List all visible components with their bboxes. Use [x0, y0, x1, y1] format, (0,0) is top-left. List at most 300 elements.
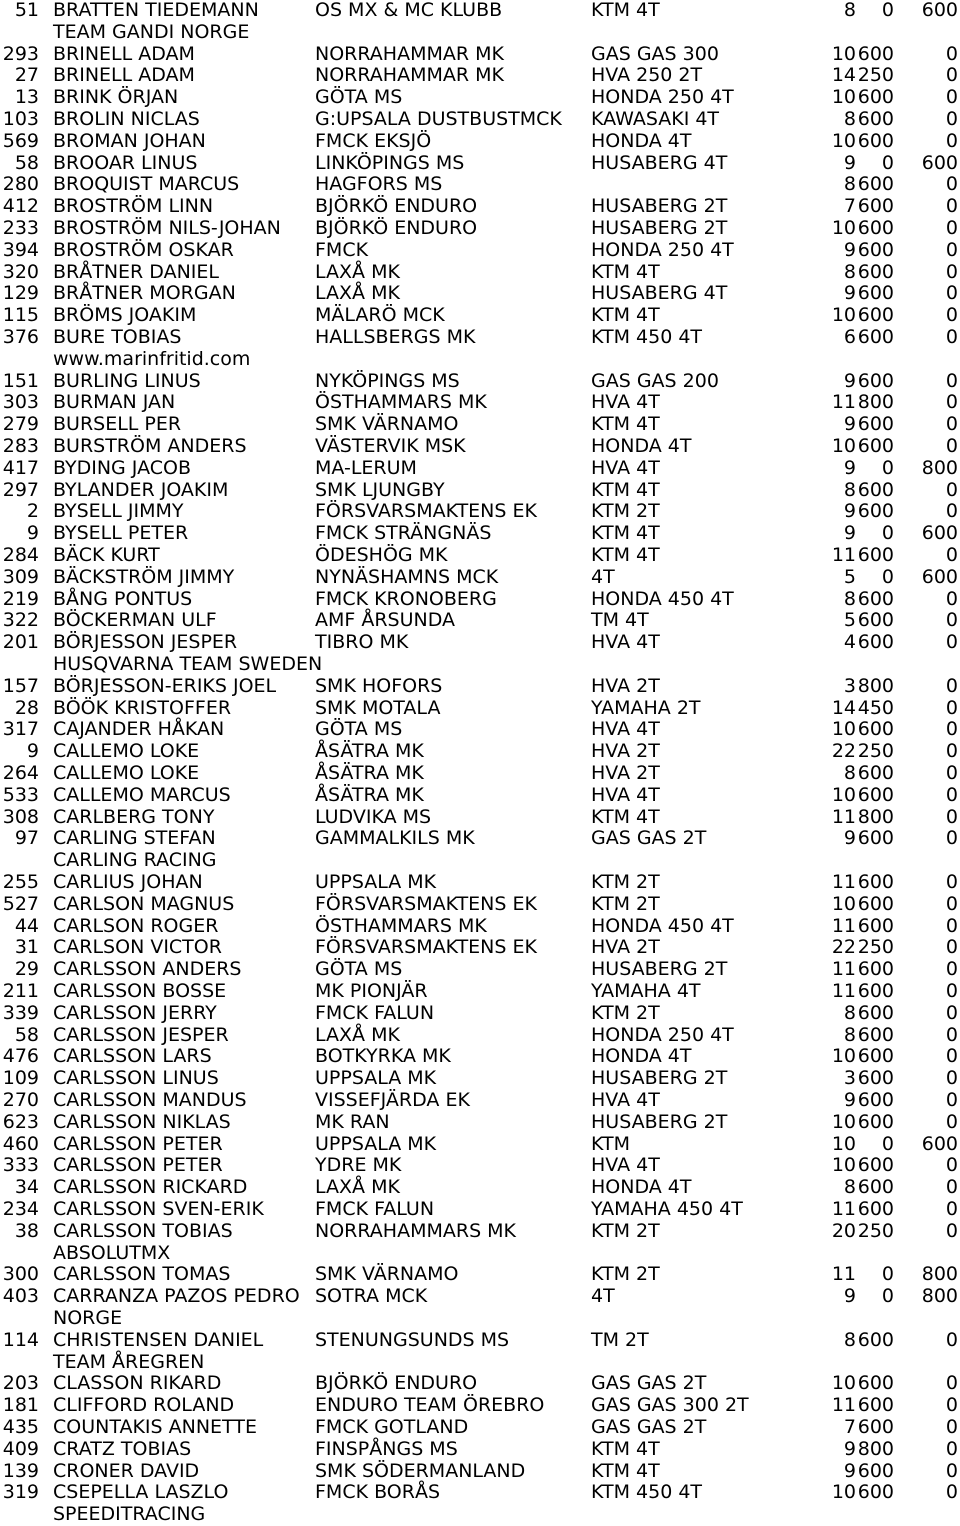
value-b: 600: [857, 1176, 894, 1199]
value-b: 0: [881, 456, 894, 479]
start-number: 476: [2, 1045, 39, 1068]
value-b: 600: [857, 587, 894, 610]
value-a: 6: [843, 326, 856, 348]
value-a: 10: [831, 1372, 856, 1395]
rider-name: CARLSSON PETER: [53, 1154, 223, 1177]
rider-name: BURMAN JAN: [53, 391, 176, 414]
value-b: 600: [857, 762, 894, 784]
value-c: 0: [945, 936, 958, 959]
value-a: 9: [843, 456, 856, 479]
club-name: FMCK FALUN: [315, 1198, 435, 1220]
value-b: 600: [857, 1372, 894, 1395]
value-b: 600: [857, 1328, 894, 1351]
value-a: 8: [843, 1328, 856, 1351]
value-b: 600: [857, 871, 894, 893]
start-number: 13: [14, 86, 39, 109]
club-name: LINKÖPINGS MS: [315, 151, 465, 174]
entry-row: [0, 589, 960, 611]
start-number: 157: [2, 674, 39, 697]
start-number: 280: [2, 173, 39, 196]
value-a: 20: [831, 1219, 856, 1242]
bike-model: KTM 4T: [591, 260, 660, 283]
start-number: 103: [2, 108, 39, 130]
value-b: 0: [881, 151, 894, 174]
club-name: NYKÖPINGS MS: [315, 369, 460, 392]
entry-row: [0, 392, 960, 414]
club-name: SMK VÄRNAMO: [315, 1263, 459, 1286]
rider-name: CARLIUS JOHAN: [53, 871, 203, 893]
value-b: 600: [857, 914, 894, 937]
bike-model: HUSABERG 2T: [591, 1067, 728, 1090]
value-c: 0: [945, 1067, 958, 1090]
bike-model: KTM 4T: [591, 805, 660, 828]
start-number: 38: [14, 1219, 39, 1242]
entry-row: [0, 87, 960, 109]
value-b: 600: [857, 217, 894, 239]
rider-name: CARLSSON LARS: [53, 1045, 212, 1068]
club-name: BOTKYRKA MK: [315, 1045, 451, 1068]
value-a: 8: [843, 108, 856, 130]
entry-row: [0, 523, 960, 545]
entry-row: [0, 1046, 960, 1068]
value-b: 250: [857, 1219, 894, 1242]
value-a: 14: [831, 64, 856, 87]
value-a: 14: [831, 696, 856, 719]
value-a: 10: [831, 1481, 856, 1504]
start-number: 9: [26, 522, 39, 545]
entry-row: [0, 371, 960, 393]
start-number: 233: [2, 217, 39, 239]
start-number: 139: [2, 1459, 39, 1482]
bike-model: TM 4T: [591, 609, 649, 632]
value-c: 0: [945, 1459, 958, 1482]
value-b: 600: [857, 1045, 894, 1068]
club-name: ÅSÄTRA MK: [315, 783, 424, 806]
value-c: 0: [945, 1089, 958, 1111]
bike-model: KTM 4T: [591, 304, 660, 327]
value-c: 0: [945, 108, 958, 130]
start-number: 376: [2, 326, 39, 348]
entry-row: [0, 1439, 960, 1461]
start-number: 317: [2, 718, 39, 741]
value-a: 11: [831, 980, 856, 1002]
value-c: 0: [945, 1437, 958, 1460]
entry-row: [0, 676, 960, 698]
entry-row: [0, 218, 960, 240]
value-b: 600: [857, 1001, 894, 1024]
bike-model: HVA 4T: [591, 1089, 660, 1111]
bike-model: HONDA 450 4T: [591, 914, 734, 937]
value-a: 11: [831, 391, 856, 414]
start-number: 339: [2, 1001, 39, 1024]
bike-model: HUSABERG 2T: [591, 958, 728, 981]
value-a: 8: [843, 1001, 856, 1024]
entry-row: [0, 785, 960, 807]
club-name: FMCK EKSJÖ: [315, 129, 432, 152]
value-a: 10: [831, 129, 856, 152]
start-number: 34: [14, 1176, 39, 1199]
bike-model: HVA 2T: [591, 740, 660, 763]
club-name: BJÖRKÖ ENDURO: [315, 195, 478, 218]
start-number: 283: [2, 435, 39, 457]
club-name: GAMMALKILS MK: [315, 827, 475, 850]
value-c: 0: [945, 260, 958, 283]
bike-model: HVA 4T: [591, 718, 660, 741]
value-a: 8: [843, 478, 856, 501]
club-name: MK RAN: [315, 1110, 390, 1133]
continuation-text: SPEEDITRACING: [53, 1503, 206, 1526]
value-a: 11: [831, 1263, 856, 1286]
club-name: NORRAHAMMARS MK: [315, 1219, 517, 1242]
start-number: 219: [2, 587, 39, 610]
value-b: 600: [857, 1154, 894, 1177]
continuation-text: TEAM GANDI NORGE: [53, 20, 250, 43]
bike-model: HONDA 4T: [591, 435, 692, 457]
value-c: 0: [945, 238, 958, 261]
entry-row: [0, 1373, 960, 1395]
bike-model: HUSABERG 2T: [591, 195, 728, 218]
bike-model: GAS GAS 2T: [591, 1372, 707, 1395]
value-b: 600: [857, 1481, 894, 1504]
value-c: 0: [945, 391, 958, 414]
value-b: 600: [857, 1089, 894, 1111]
start-number: 9: [26, 740, 39, 763]
entry-row: [0, 44, 960, 66]
entry-row: [0, 1134, 960, 1156]
bike-model: HUSABERG 2T: [591, 217, 728, 239]
rider-name: BRÅTNER MORGAN: [53, 282, 236, 305]
value-c: 0: [945, 1110, 958, 1133]
club-name: NORRAHAMMAR MK: [315, 64, 504, 87]
rider-name: CARLSON VICTOR: [53, 936, 222, 959]
start-number: 300: [2, 1263, 39, 1286]
start-number: 309: [2, 565, 39, 588]
value-b: 600: [857, 958, 894, 981]
value-c: 0: [945, 369, 958, 392]
value-a: 8: [843, 1023, 856, 1046]
value-b: 600: [857, 129, 894, 152]
value-c: 0: [945, 1372, 958, 1395]
entry-row: [0, 327, 960, 349]
value-c: 0: [945, 86, 958, 109]
start-number: 211: [2, 980, 39, 1002]
start-number: 44: [14, 914, 39, 937]
value-c: 600: [921, 565, 958, 588]
start-number: 417: [2, 456, 39, 479]
bike-model: KTM 2T: [591, 500, 660, 523]
value-b: 800: [857, 805, 894, 828]
bike-model: GAS GAS 2T: [591, 1416, 707, 1438]
start-number: 270: [2, 1089, 39, 1111]
entry-row: [0, 174, 960, 196]
value-b: 600: [857, 500, 894, 523]
value-c: 600: [921, 1132, 958, 1155]
value-a: 10: [831, 1110, 856, 1133]
rider-name: BURSELL PER: [53, 413, 182, 436]
value-c: 0: [945, 805, 958, 828]
value-b: 600: [857, 435, 894, 457]
value-c: 0: [945, 1481, 958, 1504]
entry-row: [0, 894, 960, 916]
rider-name: BÖCKERMAN ULF: [53, 609, 217, 632]
club-name: SMK MOTALA: [315, 696, 441, 719]
rider-name: CARLSSON PETER: [53, 1132, 223, 1155]
bike-model: KTM 4T: [591, 1437, 660, 1460]
rider-name: BRINELL ADAM: [53, 64, 195, 87]
value-c: 0: [945, 674, 958, 697]
rider-name: CALLEMO LOKE: [53, 740, 200, 763]
value-c: 0: [945, 740, 958, 763]
continuation-line: [0, 850, 960, 872]
bike-model: KTM 2T: [591, 1219, 660, 1242]
value-c: 0: [945, 980, 958, 1002]
club-name: FÖRSVARSMAKTENS EK: [315, 500, 537, 523]
rider-name: CAJANDER HÅKAN: [53, 718, 225, 741]
value-a: 9: [843, 413, 856, 436]
entry-row: [0, 480, 960, 502]
rider-name: CARLSSON TOBIAS: [53, 1219, 233, 1242]
value-a: 7: [843, 195, 856, 218]
bike-model: YAMAHA 450 4T: [591, 1198, 743, 1220]
continuation-text: CARLING RACING: [53, 849, 217, 872]
entry-row: [0, 1003, 960, 1025]
start-number: 623: [2, 1110, 39, 1133]
continuation-line: [0, 1352, 960, 1374]
bike-model: HVA 4T: [591, 783, 660, 806]
entry-row: [0, 719, 960, 741]
bike-model: KTM 4T: [591, 522, 660, 545]
club-name: ÖSTHAMMARS MK: [315, 914, 487, 937]
value-a: 9: [843, 151, 856, 174]
bike-model: GAS GAS 200: [591, 369, 719, 392]
value-c: 800: [921, 1263, 958, 1286]
value-a: 10: [831, 435, 856, 457]
value-c: 600: [921, 151, 958, 174]
club-name: ENDURO TEAM ÖREBRO: [315, 1394, 545, 1417]
club-name: MA-LERUM: [315, 456, 417, 479]
rider-name: CARLSSON JESPER: [53, 1023, 229, 1046]
value-a: 9: [843, 282, 856, 305]
value-c: 0: [945, 696, 958, 719]
bike-model: HVA 2T: [591, 762, 660, 784]
value-a: 10: [831, 718, 856, 741]
continuation-text: www.marinfritid.com: [53, 347, 251, 370]
rider-name: CARLSSON RICKARD: [53, 1176, 248, 1199]
value-b: 600: [857, 369, 894, 392]
entry-row: [0, 1090, 960, 1112]
club-name: LAXÅ MK: [315, 1023, 400, 1046]
rider-name: CARLSSON NIKLAS: [53, 1110, 231, 1133]
entry-row: [0, 436, 960, 458]
bike-model: HUSABERG 4T: [591, 151, 728, 174]
start-number: 29: [14, 958, 39, 981]
rider-name: BRINELL ADAM: [53, 42, 195, 65]
rider-name: BÖRJESSON JESPER: [53, 631, 238, 654]
value-c: 0: [945, 544, 958, 566]
bike-model: HONDA 250 4T: [591, 86, 734, 109]
value-b: 0: [881, 522, 894, 545]
value-b: 800: [857, 674, 894, 697]
value-a: 3: [843, 674, 856, 697]
value-a: 22: [831, 740, 856, 763]
club-name: TIBRO MK: [315, 631, 409, 654]
bike-model: HVA 2T: [591, 674, 660, 697]
bike-model: GAS GAS 2T: [591, 827, 707, 850]
entry-row: [0, 153, 960, 175]
rider-name: CARLSSON MANDUS: [53, 1089, 247, 1111]
value-a: 8: [843, 1176, 856, 1199]
value-a: 10: [831, 1132, 856, 1155]
value-c: 0: [945, 718, 958, 741]
bike-model: KAWASAKI 4T: [591, 108, 720, 130]
value-a: 11: [831, 805, 856, 828]
rider-name: BROSTRÖM OSKAR: [53, 238, 234, 261]
entry-row: [0, 698, 960, 720]
value-a: 8: [843, 260, 856, 283]
bike-model: HVA 4T: [591, 391, 660, 414]
value-b: 600: [857, 980, 894, 1002]
rider-name: CARLSSON BOSSE: [53, 980, 227, 1002]
club-name: FINSPÅNGS MS: [315, 1437, 458, 1460]
club-name: LAXÅ MK: [315, 260, 400, 283]
entry-row: [0, 305, 960, 327]
club-name: FMCK: [315, 238, 369, 261]
club-name: GÖTA MS: [315, 718, 403, 741]
rider-name: BYSELL PETER: [53, 522, 189, 545]
continuation-text: HUSQVARNA TEAM SWEDEN: [53, 653, 323, 675]
continuation-line: [0, 654, 960, 676]
value-b: 600: [857, 478, 894, 501]
start-number: 412: [2, 195, 39, 218]
value-c: 0: [945, 609, 958, 632]
rider-name: CARLSSON SVEN-ERIK: [53, 1198, 264, 1220]
value-a: 9: [843, 522, 856, 545]
entry-row: [0, 1264, 960, 1286]
start-number: 109: [2, 1067, 39, 1090]
value-c: 0: [945, 478, 958, 501]
bike-model: KTM 450 4T: [591, 1481, 703, 1504]
bike-model: KTM 450 4T: [591, 326, 703, 348]
continuation-text: NORGE: [53, 1307, 123, 1329]
club-name: OS MX & MC KLUBB: [315, 0, 503, 21]
bike-model: KTM 2T: [591, 1001, 660, 1024]
value-c: 800: [921, 1285, 958, 1308]
value-c: 0: [945, 1176, 958, 1199]
rider-name: BÄCK KURT: [53, 544, 160, 566]
start-number: 569: [2, 129, 39, 152]
rider-name: CARLSSON TOMAS: [53, 1263, 231, 1286]
continuation-line: [0, 1308, 960, 1330]
entry-row: [0, 458, 960, 480]
start-number: 51: [14, 0, 39, 21]
value-b: 600: [857, 86, 894, 109]
bike-model: KTM 2T: [591, 892, 660, 915]
bike-model: GAS GAS 300 2T: [591, 1394, 749, 1417]
start-number: 333: [2, 1154, 39, 1177]
value-c: 0: [945, 1045, 958, 1068]
entry-row: [0, 1482, 960, 1504]
bike-model: KTM 4T: [591, 1459, 660, 1482]
start-number: 115: [2, 304, 39, 327]
start-number: 31: [14, 936, 39, 959]
club-name: LAXÅ MK: [315, 1176, 400, 1199]
value-b: 600: [857, 304, 894, 327]
rider-name: BÅNG PONTUS: [53, 587, 193, 610]
value-a: 10: [831, 86, 856, 109]
value-c: 0: [945, 413, 958, 436]
entry-row: [0, 1025, 960, 1047]
start-number: 394: [2, 238, 39, 261]
value-b: 250: [857, 740, 894, 763]
value-a: 5: [843, 609, 856, 632]
club-name: ÅSÄTRA MK: [315, 740, 424, 763]
rider-name: CARLSON ROGER: [53, 914, 219, 937]
value-a: 11: [831, 1394, 856, 1417]
rider-name: BROLIN NICLAS: [53, 108, 200, 130]
entry-row: [0, 567, 960, 589]
start-number: 435: [2, 1416, 39, 1438]
value-a: 10: [831, 1045, 856, 1068]
value-b: 600: [857, 783, 894, 806]
value-a: 11: [831, 1198, 856, 1220]
entry-row: [0, 741, 960, 763]
club-name: LAXÅ MK: [315, 282, 400, 305]
value-a: 11: [831, 544, 856, 566]
club-name: FÖRSVARSMAKTENS EK: [315, 936, 537, 959]
value-c: 0: [945, 282, 958, 305]
rider-name: CALLEMO LOKE: [53, 762, 200, 784]
rider-name: CALLEMO MARCUS: [53, 783, 231, 806]
rider-name: BYSELL JIMMY: [53, 500, 184, 523]
value-c: 0: [945, 1219, 958, 1242]
entry-row: [0, 501, 960, 523]
rider-name: BRATTEN TIEDEMANN: [53, 0, 259, 21]
club-name: BJÖRKÖ ENDURO: [315, 217, 478, 239]
rider-name: BRINK ÖRJAN: [53, 86, 179, 109]
club-name: MÄLARÖ MCK: [315, 304, 445, 327]
start-number: 297: [2, 478, 39, 501]
club-name: NYNÄSHAMNS MCK: [315, 565, 499, 588]
value-a: 8: [843, 762, 856, 784]
value-c: 0: [945, 435, 958, 457]
club-name: HAGFORS MS: [315, 173, 443, 196]
bike-model: HONDA 450 4T: [591, 587, 734, 610]
bike-model: KTM 4T: [591, 0, 660, 21]
bike-model: KTM 4T: [591, 478, 660, 501]
value-b: 600: [857, 413, 894, 436]
start-number: 97: [14, 827, 39, 850]
rider-name: CRONER DAVID: [53, 1459, 200, 1482]
club-name: FMCK BORÅS: [315, 1481, 441, 1504]
club-name: VÄSTERVIK MSK: [315, 435, 466, 457]
value-a: 11: [831, 958, 856, 981]
rider-name: CSEPELLA LASZLO: [53, 1481, 229, 1504]
bike-model: GAS GAS 300: [591, 42, 719, 65]
bike-model: YAMAHA 2T: [591, 696, 701, 719]
club-name: NORRAHAMMAR MK: [315, 42, 504, 65]
entry-row: [0, 610, 960, 632]
value-c: 0: [945, 958, 958, 981]
start-number: 58: [14, 1023, 39, 1046]
start-number: 151: [2, 369, 39, 392]
rider-name: CARLSON MAGNUS: [53, 892, 235, 915]
value-a: 8: [843, 173, 856, 196]
value-a: 10: [831, 1154, 856, 1177]
club-name: FMCK FALUN: [315, 1001, 435, 1024]
value-c: 0: [945, 217, 958, 239]
entry-row: [0, 1155, 960, 1177]
entry-row: [0, 283, 960, 305]
